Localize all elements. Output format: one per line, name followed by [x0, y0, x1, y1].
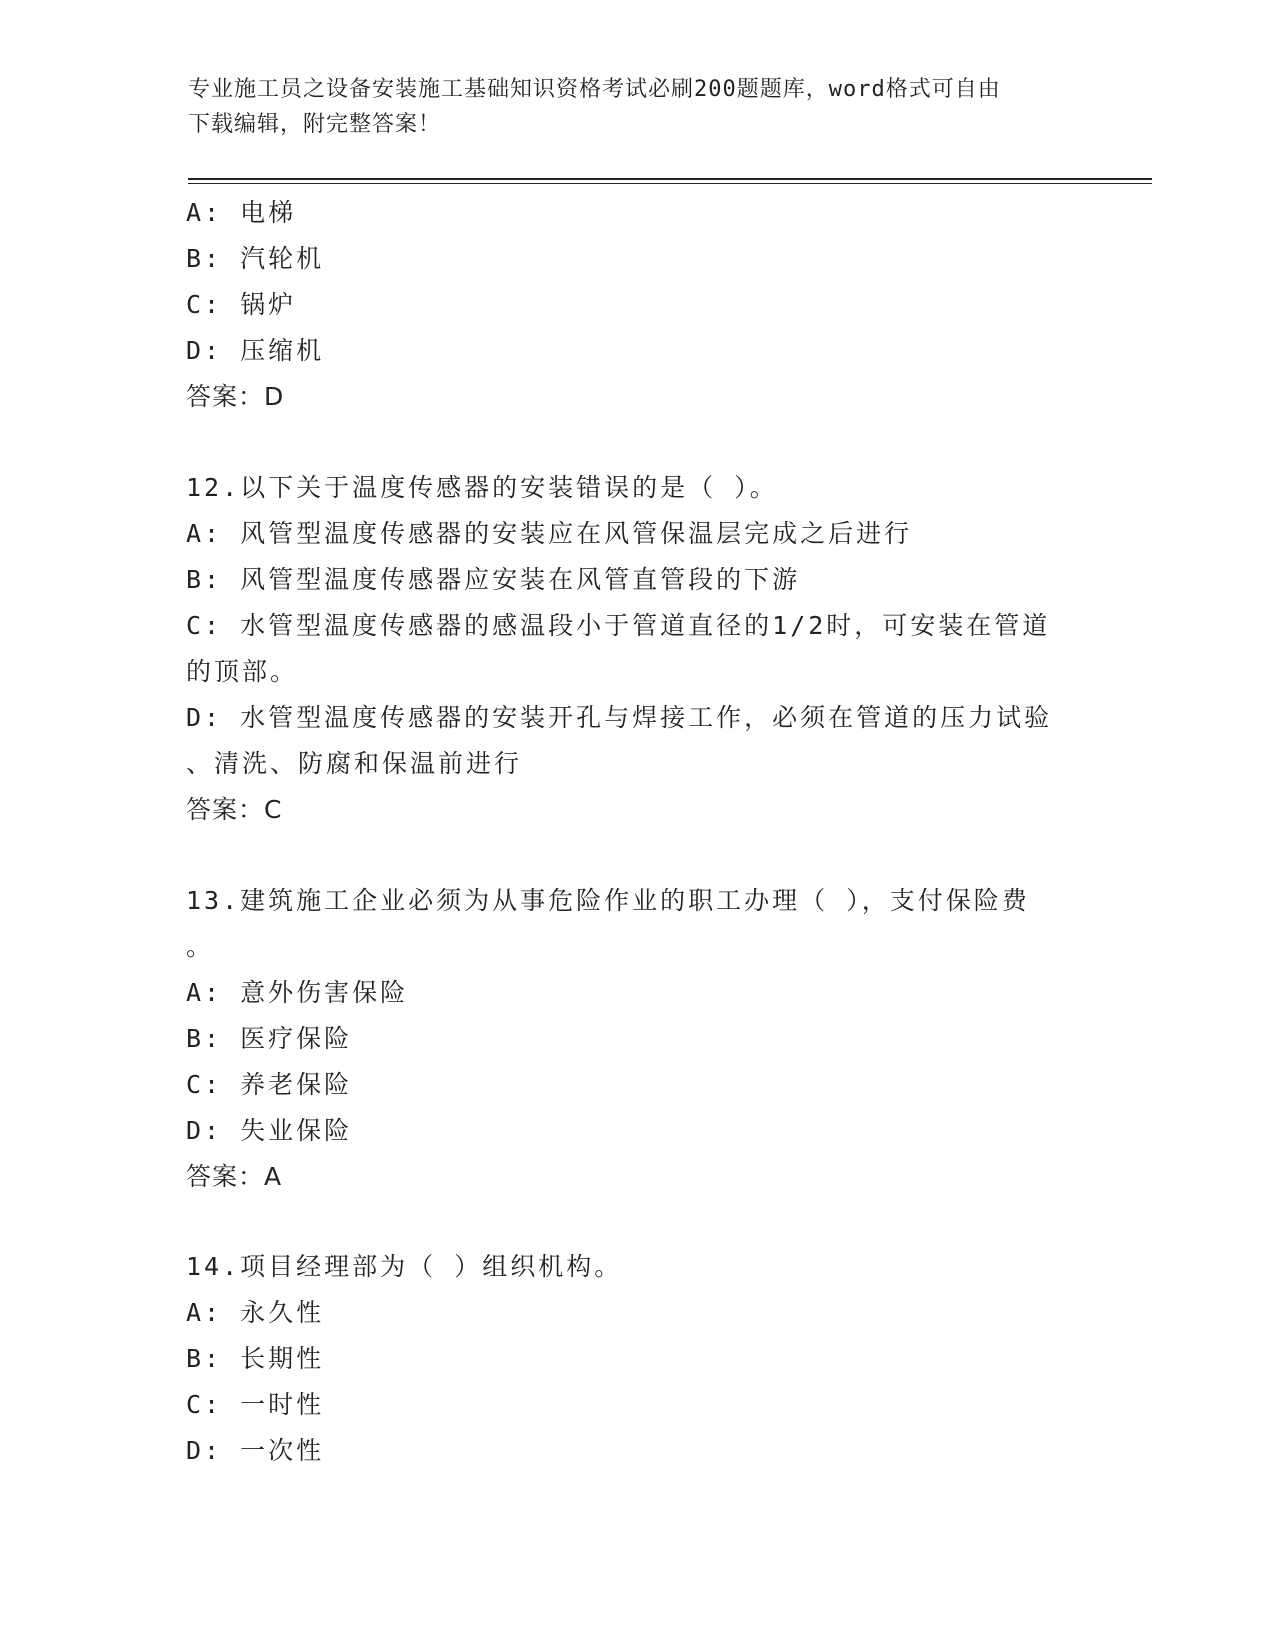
option-d: D: 失业保险 — [186, 1116, 353, 1145]
answer-line: 答案：D — [186, 382, 285, 411]
option-c-continued: 的顶部。 — [186, 657, 299, 686]
header-title-line1: 专业施工员之设备安装施工基础知识资格考试必刷200题题库，word格式可自由 — [188, 77, 1001, 102]
option-a: A: 电梯 — [186, 198, 297, 227]
answer-line: 答案：A — [186, 1162, 283, 1191]
option-d: D: 压缩机 — [186, 336, 325, 365]
header-divider-thick — [188, 178, 1152, 180]
spacer — [186, 833, 1086, 878]
option-b: B: 风管型温度传感器应安装在风管直管段的下游 — [186, 565, 801, 594]
option-c: C: 一时性 — [186, 1390, 325, 1419]
option-a: A: 意外伤害保险 — [186, 978, 409, 1007]
question-12 — [186, 465, 1086, 833]
question-stem: 13.建筑施工企业必须为从事危险作业的职工办理（ ），支付保险费 — [186, 886, 1030, 915]
option-b: B: 汽轮机 — [186, 244, 325, 273]
question-stem: 14.项目经理部为（ ）组织机构。 — [186, 1252, 623, 1281]
header-divider-thin — [188, 183, 1152, 184]
document-header — [188, 72, 1068, 142]
header-title-line2: 下载编辑，附完整答案！ — [188, 112, 442, 137]
question-list — [186, 190, 1086, 1474]
answer-line: 答案：C — [186, 795, 283, 824]
option-a: A: 永久性 — [186, 1298, 325, 1327]
option-b: B: 长期性 — [186, 1344, 325, 1373]
option-d: D: 一次性 — [186, 1436, 325, 1465]
question-14 — [186, 1244, 1086, 1474]
question-stem-continued: 。 — [186, 932, 215, 961]
option-d-continued: 、清洗、防腐和保温前进行 — [186, 749, 523, 778]
question-13 — [186, 878, 1086, 1200]
option-c: C: 养老保险 — [186, 1070, 353, 1099]
question-stem: 12.以下关于温度传感器的安装错误的是（ ）。 — [186, 473, 778, 502]
spacer — [186, 1200, 1086, 1244]
spacer — [186, 420, 1086, 465]
option-d: D: 水管型温度传感器的安装开孔与焊接工作，必须在管道的压力试验 — [186, 703, 1053, 732]
option-c: C: 水管型温度传感器的感温段小于管道直径的1/2时，可安装在管道 — [186, 611, 1051, 640]
option-b: B: 医疗保险 — [186, 1024, 353, 1053]
question-11 — [186, 190, 1086, 420]
option-a: A: 风管型温度传感器的安装应在风管保温层完成之后进行 — [186, 519, 913, 548]
option-c: C: 锅炉 — [186, 290, 297, 319]
